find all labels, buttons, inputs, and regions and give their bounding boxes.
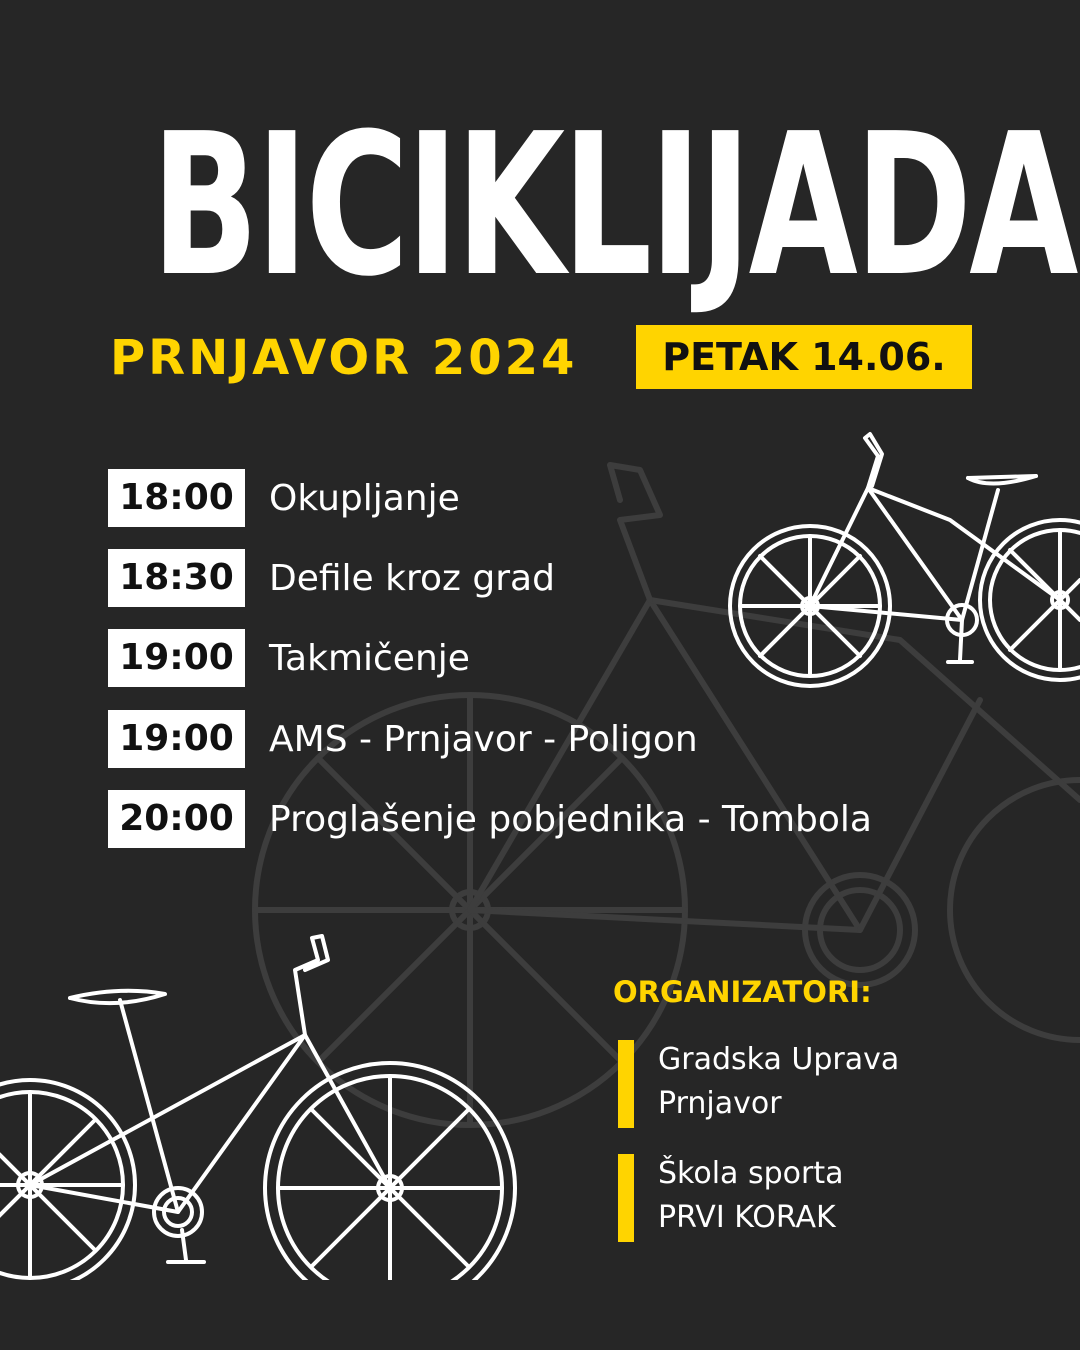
organizers-title: ORGANIZATORI: bbox=[613, 975, 872, 1009]
organizer-accent-bar bbox=[618, 1154, 634, 1242]
schedule-time: 19:00 bbox=[108, 710, 245, 768]
organizer-line: Škola sporta bbox=[658, 1156, 844, 1191]
schedule-row bbox=[108, 629, 470, 687]
schedule-row bbox=[108, 469, 460, 527]
schedule-row bbox=[108, 549, 555, 607]
schedule-time: 18:30 bbox=[108, 549, 245, 607]
organizer-line: PRVI KORAK bbox=[658, 1200, 836, 1235]
event-subtitle: PRNJAVOR 2024 bbox=[110, 330, 578, 386]
schedule-event: Defile kroz grad bbox=[269, 557, 555, 599]
organizer-line: Prnjavor bbox=[658, 1086, 782, 1121]
schedule-time: 19:00 bbox=[108, 629, 245, 687]
schedule-time: 18:00 bbox=[108, 469, 245, 527]
organizer-accent-bar bbox=[618, 1040, 634, 1128]
date-badge: PETAK 14.06. bbox=[636, 325, 972, 389]
bicycle-top-right-icon bbox=[720, 428, 1080, 698]
schedule-row bbox=[108, 790, 872, 848]
schedule-event: Okupljanje bbox=[269, 477, 460, 519]
event-title: BICIKLIJADA bbox=[151, 92, 1076, 320]
schedule-row bbox=[108, 710, 698, 768]
schedule-time: 20:00 bbox=[108, 790, 245, 848]
bicycle-bottom-left-icon bbox=[0, 930, 540, 1280]
schedule-event: Takmičenje bbox=[269, 637, 470, 679]
schedule-event: AMS - Prnjavor - Poligon bbox=[269, 718, 698, 760]
schedule-event: Proglašenje pobjednika - Tombola bbox=[269, 798, 872, 840]
organizer-line: Gradska Uprava bbox=[658, 1042, 900, 1077]
